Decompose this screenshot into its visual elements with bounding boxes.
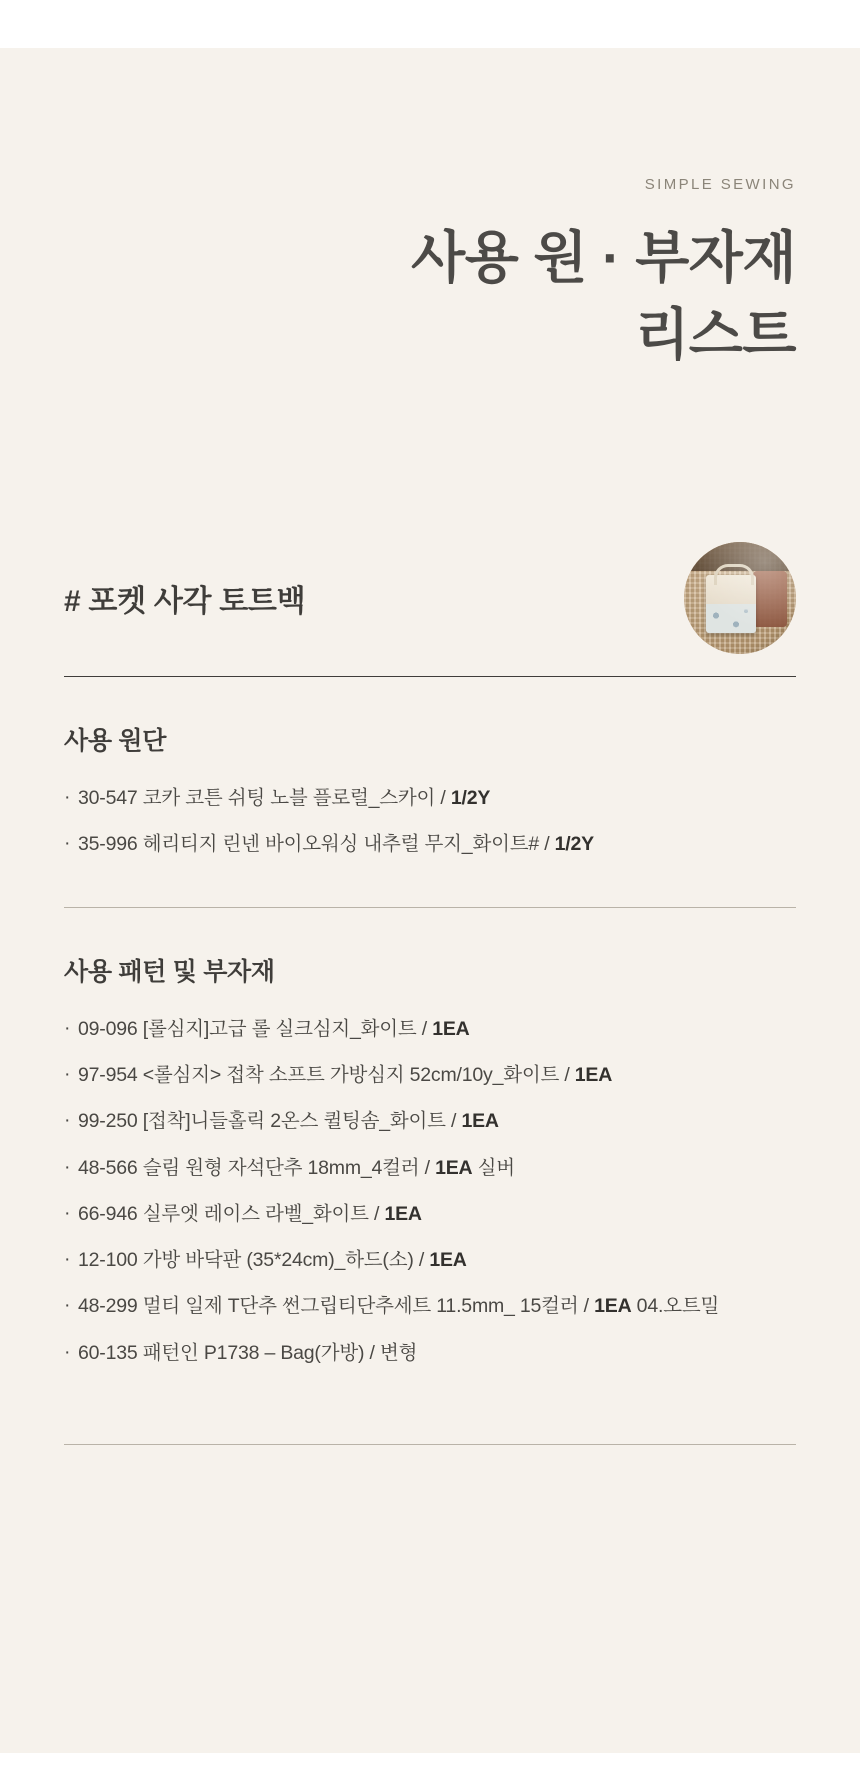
item-qty: 1EA	[429, 1249, 467, 1272]
list-item	[64, 783, 796, 813]
item-text: 12-100 가방 바닥판 (35*24cm)_하드(소) /	[78, 1249, 430, 1272]
item-qty: 1EA	[435, 1156, 473, 1179]
item-text: 66-946 실루엣 레이스 라벨_화이트 /	[78, 1202, 385, 1225]
list-item	[64, 1060, 796, 1090]
content-sheet	[0, 48, 860, 1753]
section-fabrics	[0, 721, 860, 859]
document-header	[0, 48, 860, 374]
section-patterns-notions-title: 사용 패턴 및 부자재	[64, 957, 275, 986]
top-white-band	[0, 0, 860, 48]
item-text: 30-547 코카 코튼 쉬팅 노블 플로럴_스카이 /	[78, 786, 451, 809]
spacer	[0, 1384, 860, 1422]
item-text: 97-954 <롤심지> 접착 소프트 가방심지 52cm/10y_화이트 /	[78, 1064, 575, 1087]
list-item	[64, 1338, 796, 1368]
list-item	[64, 1014, 796, 1044]
list-item	[64, 1291, 796, 1321]
list-item	[64, 1106, 796, 1136]
thumbnail-highlight	[684, 542, 796, 654]
spacer	[0, 875, 860, 885]
page-title-line-2: 리스트	[635, 303, 796, 367]
list-item	[64, 1199, 796, 1229]
brand-eyebrow: SIMPLE SEWING	[644, 176, 796, 193]
list-item	[64, 1153, 796, 1183]
item-qty: 1/2Y	[450, 786, 491, 809]
item-qty: 1EA	[432, 1017, 470, 1040]
fabric-list	[64, 783, 796, 859]
section-patterns-notions	[0, 952, 860, 1368]
page-title-line-1: 사용 원 · 부자재	[411, 226, 796, 289]
item-text: 60-135 패턴인 P1738 – Bag(가방) / 변형	[78, 1341, 418, 1364]
divider-bottom	[64, 1444, 796, 1445]
list-item	[64, 829, 796, 859]
product-heading-row	[0, 542, 860, 654]
divider-under-product	[64, 676, 796, 677]
item-qty: 1EA	[594, 1295, 632, 1318]
item-suffix: 04.오트밀	[631, 1295, 720, 1318]
divider-between-sections	[64, 907, 796, 908]
item-text: 35-996 헤리티지 린넨 바이오워싱 내추럴 무지_화이트# /	[78, 832, 555, 855]
item-qty: 1EA	[461, 1110, 499, 1133]
item-qty: 1EA	[574, 1064, 613, 1087]
item-text: 99-250 [접착]니들홀릭 2온스 퀼팅솜_화이트 /	[78, 1110, 462, 1133]
item-text: 09-096 [롤심지]고급 롤 실크심지_화이트 /	[78, 1017, 433, 1040]
product-thumbnail-image	[684, 542, 796, 654]
item-qty: 1EA	[384, 1202, 422, 1225]
item-qty: 1/2Y	[554, 832, 594, 855]
product-name: # 포켓 사각 토트백	[64, 584, 306, 618]
section-fabrics-title: 사용 원단	[64, 726, 167, 755]
notions-list	[64, 1014, 796, 1368]
page-title	[0, 219, 796, 374]
item-text: 48-299 멀티 일제 T단추 썬그립티단추세트 11.5mm_ 15컬러 /	[78, 1295, 595, 1318]
item-text: 48-566 슬림 원형 자석단추 18mm_4컬러 /	[78, 1156, 436, 1179]
bottom-white-band	[0, 1753, 860, 1791]
list-item	[64, 1245, 796, 1275]
item-suffix: 실버	[472, 1156, 515, 1179]
